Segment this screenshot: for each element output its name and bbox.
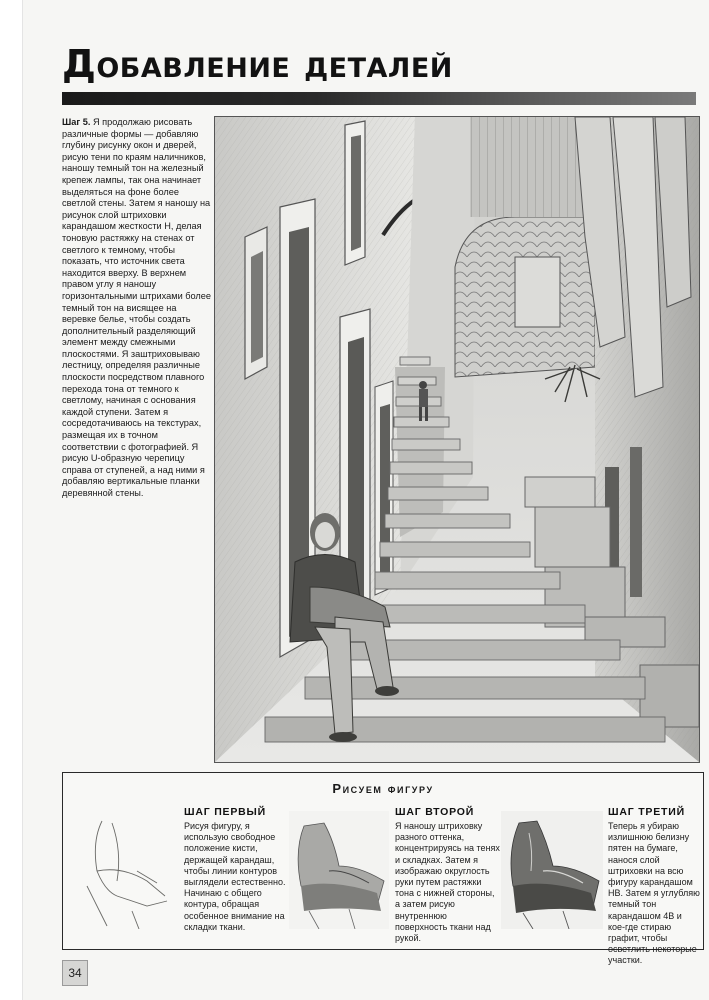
shaded-figure-image [289,811,389,929]
sketch-outline-image [77,811,177,929]
step1-title: ШАГ ПЕРВЫЙ [184,806,266,818]
page-binding-edge [0,0,23,1000]
step3-text: Теперь я убираю излишнюю белизну пятен на бумаге, нанося слой штриховки на всю фигуру карандашом HB. Затем я углубляю темный тон карандашом 4B и кое-где стираю графит, чтобы осветлить некоторые участки. [608,821,700,966]
step2-text: Я наношу штриховку разного оттенка, концентрируясь на тенях и складках. Затем я изображаю округлость руки путем растяжки тона с нижней стороны, а затем рисую внутреннюю поверхность ткани над рукой. [395,821,500,944]
step5-text: Я продолжаю рисовать различные формы — добавляю глубину рисунку окон и дверей, рисую тени по краям наличников, наношу темный тон на железный крепеж лампы, так она начинает выделяться на фоне более светлой стены. Затем я наношу на рисунок слой штриховки карандашом жесткости H, делая тоновую растяжку на стенах от светлого к темному, чтобы показать, что источник света находится вверху. В верхнем правом углу я наношу горизонтальными штрихами более темный тон на висящее на веревке белье, чтобы создать дополнительный разделяющий элемент между смежными плоскостями. Я заштриховываю лестницу, определяя различные плоскости посредством плавного перехода тона от темного к светлому, начиная с основания каждой ступени. Затем я сосредотачиваюсь на текстурах, размещая их в точном соответствии с фотографией. Я рисую U-образную черепицу справа от ступеней, а над ними я добавляю вертикальные планки деревянной стены. [62,117,212,498]
street-stairs-illustration [215,117,699,762]
step1-text: Рисуя фигуру, я использую свободное положение кисти, держащей карандаш, чтобы линии контуров выглядели естественно. Начинаю с общего контура, обращая особенное внимание на складки ткани. [184,821,286,932]
page-title: Добавление деталей [62,42,453,86]
step2-shaded-thumbnail [289,811,389,929]
step3-title: ШАГ ТРЕТИЙ [608,806,685,818]
step1-sketch-thumbnail [77,811,177,929]
figure-steps-panel [62,772,704,966]
step3-final-thumbnail [501,811,603,929]
step5-paragraph [62,117,212,500]
panel-title: Рисуем фигуру [332,781,434,796]
title-rule [62,92,696,105]
finished-figure-image [501,811,603,929]
step2-title: ШАГ ВТОРОЙ [395,806,475,818]
step5-label: Шаг 5. [62,117,91,127]
page-number: 34 [62,960,88,986]
street-stairs-drawing [214,116,700,763]
